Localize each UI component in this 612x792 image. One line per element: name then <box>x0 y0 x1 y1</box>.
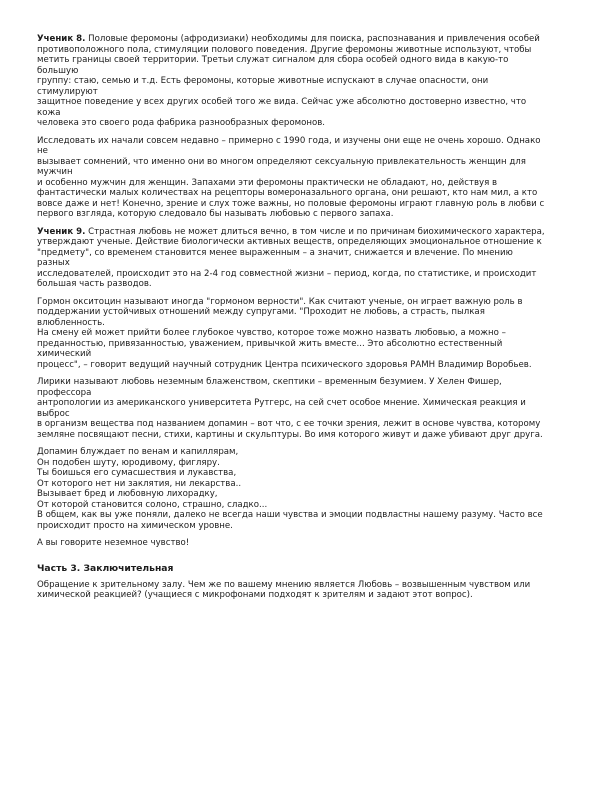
paragraph-conclusion: В общем, как вы уже поняли, далеко не всегда наши чувства и эмоции подвластны нашему разуму. Часто все происходит просто на химическом уровне. <box>37 510 543 531</box>
poem: Допамин блуждает по венам и капиллярам, Он подобен шуту, юродивому, фигляру. Ты боишься его сумасшествия и лукавства, От которого нет ни заклятия, ни лекарства.. Вызывает бред и любовную лихорадку, От которой становится солоно, страшно, сладко... <box>37 447 268 510</box>
paragraph-student-8 <box>37 34 548 129</box>
speaker-label: Ученик 8. <box>37 34 86 44</box>
paragraph-student-9 <box>37 227 548 290</box>
paragraph-text: Половые феромоны (афродизиаки) необходимы для поиска, распознавания и привлечения особей противоположного пола, стимуляции полового поведения. Другие феромоны животные используют, чтобы метить границы своей территории. Третьи служат сигналом для сбора особей одного вида в какую-то большую группу: стаю, семью и т.д. Есть феромоны, которые животные испускают в случае опасности, они стимулируют защитное поведение у всех других особей того же вида. Сейчас уже абсолютно достоверно известно, что кожа человека это своего рода фабрика разнообразных феромонов. <box>37 34 540 128</box>
closing-line: А вы говорите неземное чувство! <box>37 538 190 548</box>
paragraph-text: Страстная любовь не может длиться вечно, в том числе и по причинам биохимического характера, утверждают ученые. Действие биологически активных веществ, определяющих эмоциональное отношение к "предмету", со временем становится менее выраженным – а значит, снижается и влечение. По мнению разных исследователей, происходит это на 2-4 год совместной жизни – период, когда, по статистике, и происходит большая часть разводов. <box>37 226 545 289</box>
paragraph-pheromones-research: Исследовать их начали совсем недавно – примерно с 1990 года, и изучены они еще не очень хорошо. Однако не вызывает сомнений, что именно они во многом определяют сексуальную привлекательность женщин для мужчин и особенно мужчин для женщин. Запахами эти феромоны практически не обладают, но, действуя в фантастически малых количествах на рецепторы вомероназального органа, они решают, кто нам мил, а кто вовсе даже и нет! Конечно, зрение и слух тоже важны, но половые феромоны играют главную роль в любви с первого взгляда, которую следовало бы называть любовью с первого запаха. <box>37 135 545 219</box>
paragraph-final: Обращение к зрительному залу. Чем же по вашему мнению является Любовь – возвышенным чувством или химической реакцией? (учащиеся с микрофонами подходят к зрителям и задают этот вопрос). <box>37 579 531 600</box>
speaker-label: Ученик 9. <box>37 226 86 237</box>
paragraph-oxytocin: Гормон окситоцин называют иногда "гормоном верности". Как считают ученые, он играет важную роль в поддержании устойчивых отношений между супругами. "Проходит не любовь, а страсть, пылкая влюбленность. На смену ей может прийти более глубокое чувство, которое тоже можно назвать любовью, а можно – преданностью, привязанностью, уважением, привычкой жить вместе... Это абсолютно естественный химический процесс", – говорит ведущий научный сотрудник Центра психического здоровья РАМН Владимир Воробьев. <box>37 296 532 370</box>
section-heading: Часть 3. Заключительная <box>37 562 174 574</box>
paragraph-dopamine: Лирики называют любовь неземным блаженством, скептики – временным безумием. У Хелен Фишер, профессора антропологии из американского университета Рутгерс, на сей счет особое мнение. Химическая реакция и выброс в организм вещества под названием допамин – вот что, с ее точки зрения, лежит в основе чувства, которому земляне посвящают песни, стихи, картины и скульптуры. Во имя которого живут и даже убивают друг друга. <box>37 377 543 440</box>
